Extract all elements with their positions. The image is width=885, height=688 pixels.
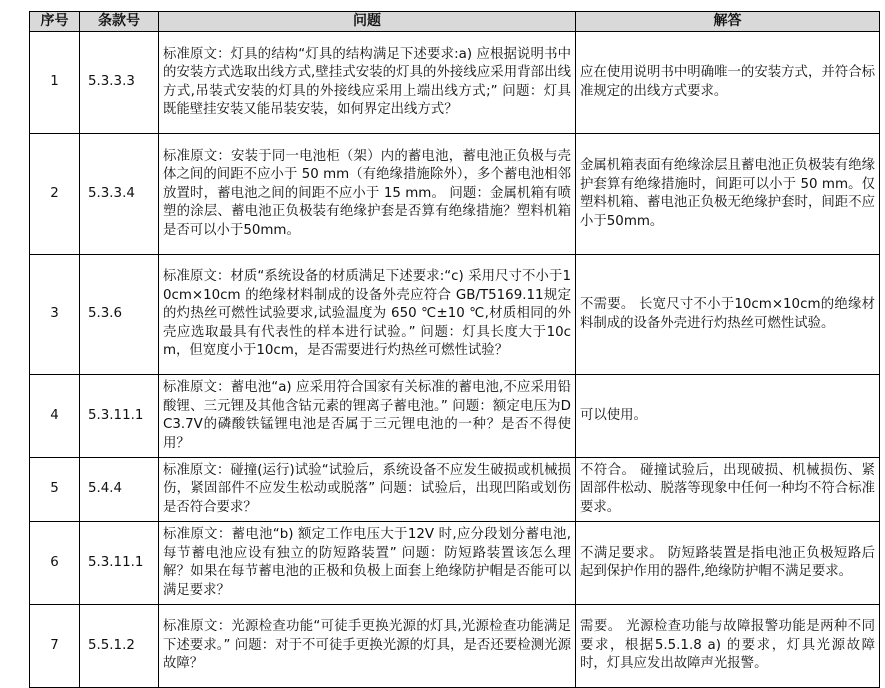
table-row bbox=[30, 375, 880, 458]
row-question: 标准原文：蓄电池“a) 应采用符合国家有关标准的蓄电池,不应采用铅酸锂、三元锂及其他含钴元素的锂离子蓄电池。” 问题：额定电压为DC3.7V的磷酸铁锰锂电池是否属于三元锂电池的一种？是否不得使用？ bbox=[159, 375, 576, 458]
header-answer: 解答 bbox=[576, 12, 880, 32]
row-question: 标准原文：蓄电池“b) 额定工作电压大于12V 时,应分段划分蓄电池,每节蓄电池应设有独立的防短路装置” 问题：防短路装置该怎么理解？如果在每节蓄电池的正极和负极上面套上绝缘防护帽是否能可以满足要求？ bbox=[159, 522, 576, 605]
row-question: 标准原文：光源检查功能“可徒手更换光源的灯具,光源检查功能满足下述要求。” 问题：对于不可徒手更换光源的灯具，是否还要检测光源故障？ bbox=[159, 605, 576, 688]
table-row bbox=[30, 522, 880, 605]
header-no: 序号 bbox=[30, 12, 80, 32]
header-clause: 条款号 bbox=[80, 12, 159, 32]
row-no: 7 bbox=[30, 605, 80, 688]
table-header-row bbox=[30, 12, 880, 32]
row-no: 2 bbox=[30, 134, 80, 255]
row-clause: 5.3.11.1 bbox=[80, 375, 159, 458]
row-clause: 5.3.3.4 bbox=[80, 134, 159, 255]
row-clause: 5.3.3.3 bbox=[80, 32, 159, 134]
table-row bbox=[30, 134, 880, 255]
table-row bbox=[30, 255, 880, 375]
row-no: 3 bbox=[30, 255, 80, 375]
row-question: 标准原文：安装于同一电池柜（架）内的蓄电池，蓄电池正负极与壳体之间的间距不应小于 50 mm（有绝缘措施除外），多个蓄电池相邻放置时，蓄电池之间的间距不应小于 15 mm。 问题：金属机箱有喷塑的涂层、蓄电池正负极装有绝缘护套是否算有绝缘措施？塑料机箱是否可以小于50mm。 bbox=[159, 134, 576, 255]
row-clause: 5.4.4 bbox=[80, 458, 159, 522]
table-row bbox=[30, 605, 880, 688]
row-question: 标准原文：材质“系统设备的材质满足下述要求:“c) 采用尺寸不小于10cm×10cm 的绝缘材料制成的设备外壳应符合 GB/T5169.11规定的灼热丝可燃性试验要求,试验温度为 650 ℃±10 ℃,材质相同的外壳应选取最具有代表性的样本进行试验。” 问题：灯具长度大于10cm，但宽度小于10cm，是否需要进行灼热丝可燃性试验？ bbox=[159, 255, 576, 375]
row-no: 6 bbox=[30, 522, 80, 605]
faq-table bbox=[29, 11, 880, 688]
row-question: 标准原文：灯具的结构“灯具的结构满足下述要求:a) 应根据说明书中的安装方式选取出线方式,壁挂式安装的灯具的外接线应采用背部出线方式,吊装式安装的灯具的外接线应采用上端出线方式;” 问题：灯具既能壁挂安装又能吊装安装，如何界定出线方式？ bbox=[159, 32, 576, 134]
row-no: 4 bbox=[30, 375, 80, 458]
row-answer: 可以使用。 bbox=[576, 375, 880, 458]
row-answer: 应在使用说明书中明确唯一的安装方式，并符合标准规定的出线方式要求。 bbox=[576, 32, 880, 134]
row-clause: 5.3.11.1 bbox=[80, 522, 159, 605]
row-no: 5 bbox=[30, 458, 80, 522]
table-row bbox=[30, 32, 880, 134]
row-no: 1 bbox=[30, 32, 80, 134]
table-row bbox=[30, 458, 880, 522]
row-clause: 5.5.1.2 bbox=[80, 605, 159, 688]
header-question: 问题 bbox=[159, 12, 576, 32]
row-answer: 需要。 光源检查功能与故障报警功能是两种不同要求，根据5.5.1.8 a) 的要求，灯具光源故障时，灯具应发出故障声光报警。 bbox=[576, 605, 880, 688]
row-clause: 5.3.6 bbox=[80, 255, 159, 375]
row-answer: 不需要。 长宽尺寸不小于10cm×10cm的绝缘材料制成的设备外壳进行灼热丝可燃性试验。 bbox=[576, 255, 880, 375]
row-answer: 不满足要求。 防短路装置是指电池正负极短路后起到保护作用的器件,绝缘防护帽不满足要求。 bbox=[576, 522, 880, 605]
row-answer: 不符合。 碰撞试验后，出现破损、机械损伤、紧固部件松动、脱落等现象中任何一种均不符合标准要求。 bbox=[576, 458, 880, 522]
row-question: 标准原文：碰撞(运行)试验“试验后，系统设备不应发生破损或机械损伤，紧固部件不应发生松动或脱落” 问题：试验后，出现凹陷或划伤是否符合要求？ bbox=[159, 458, 576, 522]
row-answer: 金属机箱表面有绝缘涂层且蓄电池正负极装有绝缘护套算有绝缘措施时，间距可以小于 50 mm。仅塑料机箱、蓄电池正负极无绝缘护套时，间距不应小于50mm。 bbox=[576, 134, 880, 255]
